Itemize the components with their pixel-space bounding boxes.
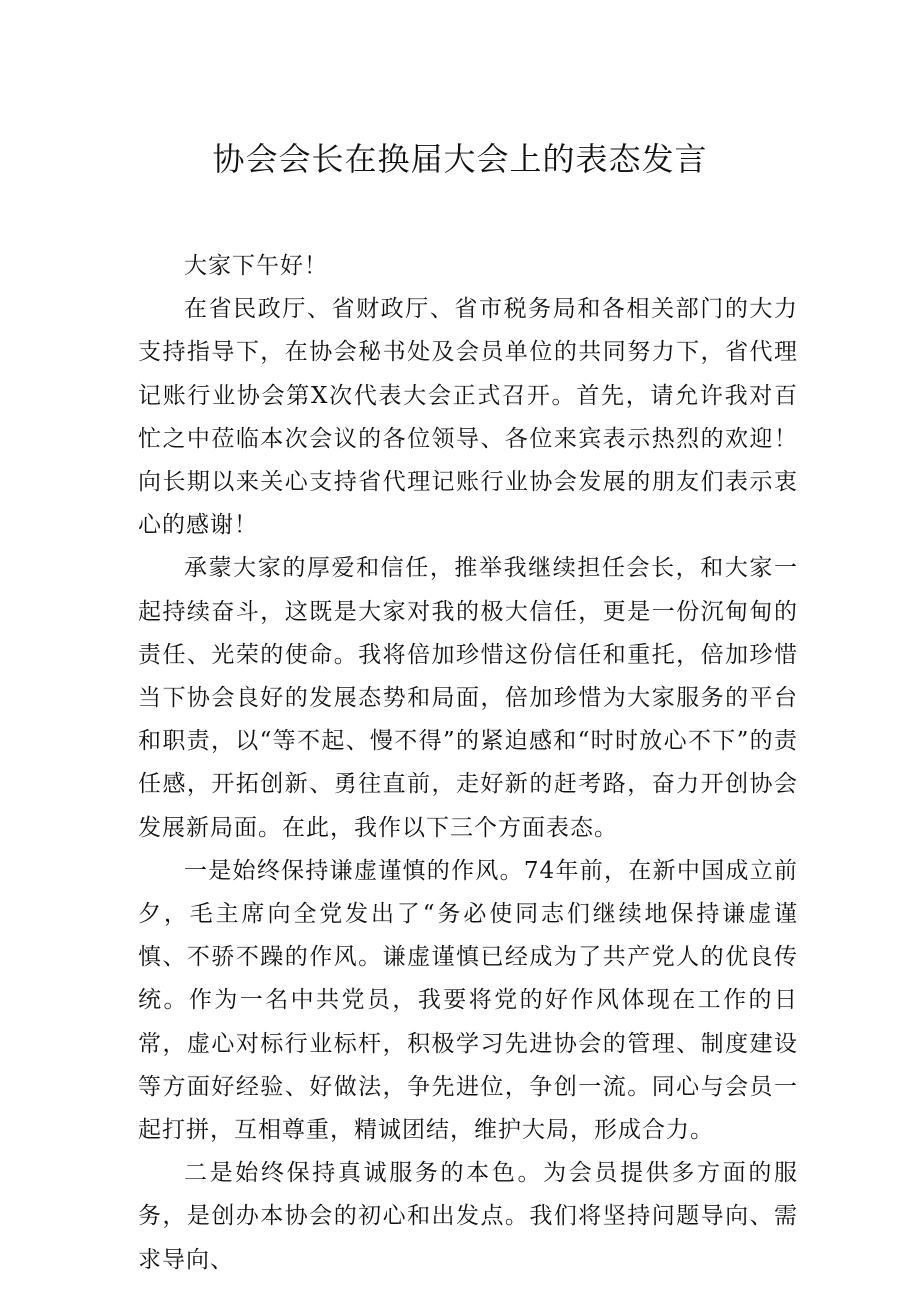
- paragraph-opening: 在省民政厅、省财政厅、省市税务局和各相关部门的大力支持指导下，在协会秘书处及会员单位的共同努力下，省代理记账行业协会第X次代表大会正式召开。首先，请允许我对百忙之中莅临本次会议的各位领导、各位来宾表示热烈的欢迎！向长期以来关心支持省代理记账行业协会发展的朋友们表示衷心的感谢！: [138, 296, 798, 539]
- paragraph-point-two: 二是始终保持真诚服务的本色。为会员提供多方面的服务，是创办本协会的初心和出发点。我们将坚持问题导向、需求导向、: [138, 1160, 798, 1273]
- paragraph-greeting: 大家下午好！: [184, 253, 328, 279]
- document-title: 协会会长在换届大会上的表态发言: [212, 140, 708, 178]
- document-body: [138, 245, 798, 1282]
- paragraph-commitment: 承蒙大家的厚爱和信任，推举我继续担任会长，和大家一起持续奋斗，这既是大家对我的极大信任，更是一份沉甸甸的责任、光荣的使命。我将倍加珍惜这份信任和重托，倍加珍惜当下协会良好的发展态势和局面，倍加珍惜为大家服务的平台和职责，以“等不起、慢不得”的紧迫感和“时时放心不下”的责任感，开拓创新、勇往直前，走好新的赶考路，奋力开创协会发展新局面。在此，我作以下三个方面表态。: [138, 555, 798, 841]
- paragraph-point-one: 一是始终保持谦虚谨慎的作风。74年前，在新中国成立前夕，毛主席向全党发出了“务必使同志们继续地保持谦虚谨慎、不骄不躁的作风。谦虚谨慎已经成为了共产党人的优良传统。作为一名中共党员，我要将党的好作风体现在工作的日常，虚心对标行业标杆，积极学习先进协会的管理、制度建设等方面好经验、好做法，争先进位，争创一流。同心与会员一起打拼，互相尊重，精诚团结，维护大局，形成合力。: [138, 857, 798, 1144]
